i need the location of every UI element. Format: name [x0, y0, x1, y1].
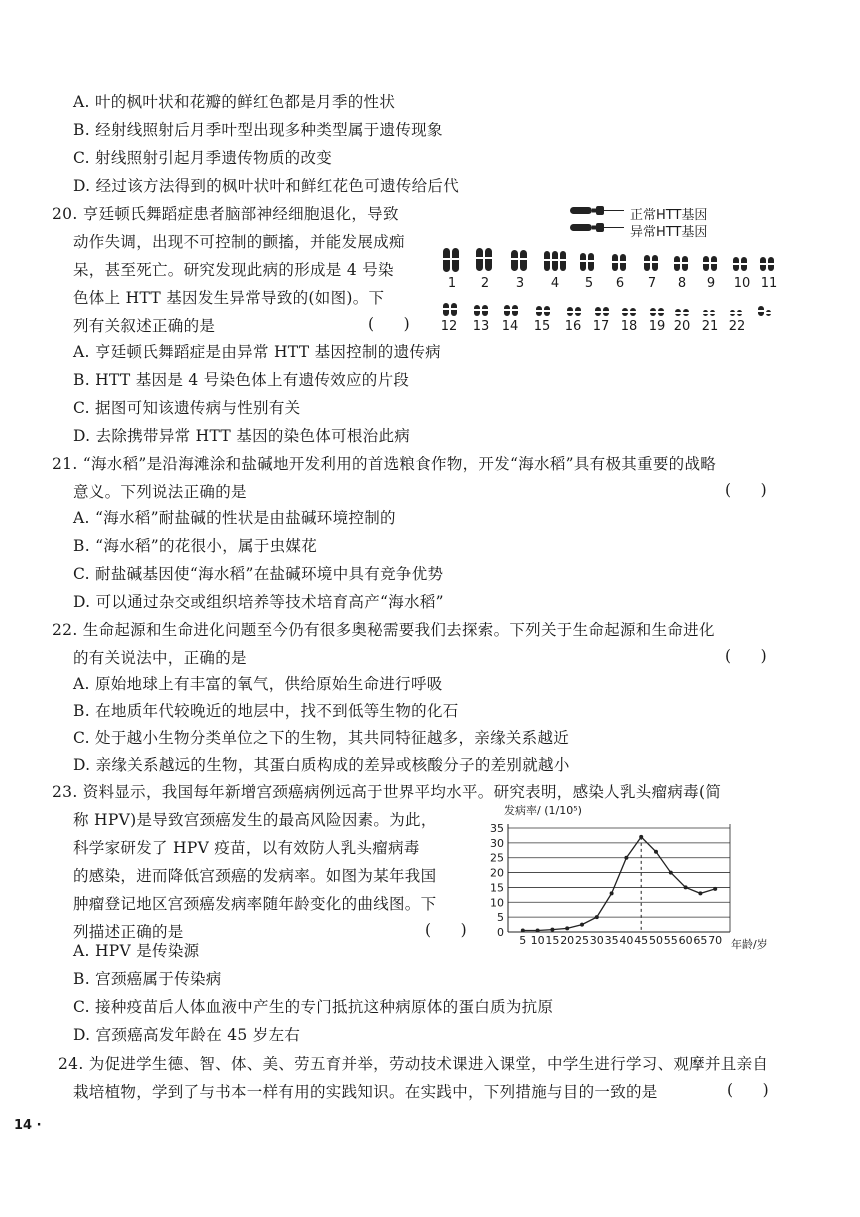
q22-answer-paren: ( ): [725, 647, 767, 665]
chromosome-number-15: 15: [533, 319, 551, 334]
chart-x-tick-label: 30: [589, 934, 604, 947]
q20-option-a: A. 亨廷顿氏舞蹈症是由异常 HTT 基因控制的遗传病: [73, 343, 441, 361]
chart-x-tick-label: 60: [678, 934, 693, 947]
chart-y-axis-label: 发病率/ (1/10⁵): [504, 804, 582, 817]
q24-stem-line-1: 24. 为促进学生德、智、体、美、劳五育并举，劳动技术课进入课堂，中学生进行学习、观摩并且亲自: [58, 1055, 769, 1073]
q20-stem-line-1: 20. 亨廷顿氏舞蹈症患者脑部神经细胞退化，导致: [52, 205, 399, 223]
q20-stem-line-5: 列有关叙述正确的是: [73, 317, 216, 335]
chart-y-tick-label: 25: [490, 851, 504, 865]
chromosome-number-3: 3: [515, 276, 525, 291]
chromosome-pair-10: [733, 257, 747, 271]
cervical-cancer-incidence-chart: [478, 800, 788, 960]
legend-abnormal-label: 异常HTT基因: [630, 225, 708, 240]
q21-stem-line-1: 21. “海水稻”是沿海滩涂和盐碱地开发利用的首选粮食作物，开发“海水稻”具有极其重要的战略: [52, 455, 717, 473]
chart-y-tick-label: 35: [490, 822, 504, 835]
chart-x-tick-label: 5: [519, 934, 527, 947]
q20-answer-paren: ( ): [368, 315, 410, 333]
legend-normal-label: 正常HTT基因: [630, 208, 708, 223]
chromosome-pair-13: [474, 305, 488, 316]
chart-x-axis-label: 年龄/岁: [731, 938, 768, 951]
q20-stem-line-4: 色体上 HTT 基因发生异常导致的(如图)。下: [73, 289, 385, 307]
q23-stem-line-2: 称 HPV)是导致宫颈癌发生的最高风险因素。为此，: [73, 811, 437, 829]
q20-stem-line-3: 呆，甚至死亡。研究发现此病的形成是 4 号染: [73, 261, 394, 279]
chart-data-point: [521, 929, 525, 933]
chart-y-tick-label: 5: [497, 911, 504, 925]
chromosome-pair-22: [730, 310, 742, 316]
chromosome-pair-1: [443, 248, 459, 272]
chromosome-pair-16: [567, 307, 581, 316]
q21-option-b: B. “海水稻”的花很小，属于虫媒花: [73, 537, 317, 555]
chromosome-pair-2: [476, 248, 492, 271]
chart-y-tick-label: 10: [490, 896, 504, 910]
chromosome-number-21: 21: [701, 319, 719, 334]
chromosome-number-4: 4: [550, 276, 560, 291]
chromosome-number-12: 12: [440, 319, 458, 334]
chart-x-tick-label: 15: [545, 934, 560, 947]
q23-option-c: C. 接种疫苗后人体血液中产生的专门抵抗这种病原体的蛋白质为抗原: [73, 998, 554, 1016]
chromosome-pair-18: [622, 308, 636, 316]
q21-stem-line-2: 意义。下列说法正确的是: [73, 483, 247, 501]
q23-stem-line-3: 科学家研发了 HPV 疫苗，以有效防人乳头瘤病毒: [73, 839, 420, 857]
chromosome-pair-6: [612, 254, 626, 271]
chromosome-number-20: 20: [673, 319, 691, 334]
q22-stem-line-1: 22. 生命起源和生命进化问题至今仍有很多奥秘需要我们去探索。下列关于生命起源和生命进化: [52, 621, 715, 639]
chromosome-pair-20: [675, 309, 689, 316]
chromosome-number-10: 10: [733, 276, 751, 291]
chart-y-tick-label: 15: [490, 881, 504, 895]
q21-answer-paren: ( ): [725, 481, 767, 499]
chromosome-number-22: 22: [728, 319, 746, 334]
chromosome-pair-5: [580, 253, 594, 271]
chart-y-tick-label: 30: [490, 836, 504, 850]
chromosome-pair-19: [650, 308, 664, 316]
chart-data-point: [639, 835, 643, 839]
chart-x-tick-label: 20: [560, 934, 575, 947]
q24-stem-line-2: 栽培植物，学到了与书本一样有用的实践知识。在实践中，下列措施与目的一致的是: [73, 1083, 658, 1101]
chromosome-number-17: 17: [592, 319, 610, 334]
q22-option-b: B. 在地质年代较晚近的地层中，找不到低等生物的化石: [73, 702, 459, 720]
q20-stem-line-2: 动作失调，出现不可控制的颤搐，并能发展成痴: [73, 233, 405, 251]
chart-data-point: [684, 885, 688, 889]
chart-x-tick-label: 50: [649, 934, 663, 947]
chart-x-ticks: [519, 934, 722, 947]
chart-grid: [508, 828, 730, 917]
chart-data-point: [580, 923, 584, 927]
q20-option-d: D. 去除携带异常 HTT 基因的染色体可根治此病: [73, 427, 411, 445]
chart-x-tick-label: 70: [708, 934, 723, 947]
chromosome-number-5: 5: [584, 276, 594, 291]
abnormal-htt-gene-icon: [570, 223, 624, 232]
chart-axes: [508, 824, 730, 932]
q24-answer-paren: ( ): [727, 1081, 769, 1099]
chromosome-number-11: 11: [760, 276, 778, 291]
chromosome-number-8: 8: [677, 276, 687, 291]
chart-data-point: [536, 929, 540, 933]
chromosome-number-18: 18: [620, 319, 638, 334]
q23-option-b: B. 宫颈癌属于传染病: [73, 970, 222, 988]
chromosome-pair-12: [443, 303, 457, 316]
q21-option-c: C. 耐盐碱基因使“海水稻”在盐碱环境中具有竞争优势: [73, 565, 444, 583]
chromosome-pair-21: [703, 310, 715, 316]
chart-x-tick-label: 40: [619, 934, 634, 947]
q23-stem-line-5: 肿瘤登记地区宫颈癌发病率随年龄变化的曲线图。下: [73, 895, 437, 913]
q21-option-d: D. 可以通过杂交或组织培养等技术培育高产“海水稻”: [73, 593, 444, 611]
chart-data-point: [595, 915, 599, 919]
chromosome-number-2: 2: [480, 276, 490, 291]
q19-option-b: B. 经射线照射后月季叶型出现多种类型属于遗传现象: [73, 121, 443, 139]
page-number: 14 ·: [14, 1118, 42, 1133]
q23-answer-paren: ( ): [425, 921, 467, 939]
chromosome-number-6: 6: [615, 276, 625, 291]
chromosome-pair-11: [760, 257, 774, 271]
chart-x-tick-label: 45: [634, 934, 649, 947]
chart-data-point: [550, 928, 554, 932]
chromosome-pair-15: [536, 306, 550, 316]
chart-data-point: [624, 856, 628, 860]
q23-stem-line-1: 23. 资料显示，我国每年新增宫颈癌病例远高于世界平均水平。研究表明，感染人乳头瘤病毒(简: [52, 783, 722, 801]
htt-gene-legend-icons: [568, 203, 628, 237]
chart-x-tick-label: 35: [604, 934, 619, 947]
chart-x-tick-label: 55: [663, 934, 678, 947]
chart-data-point: [565, 926, 569, 930]
chart-x-tick-label: 65: [693, 934, 708, 947]
chart-y-tick-label: 20: [490, 866, 504, 880]
chromosome-pair-17: [595, 307, 609, 316]
sex-chromosome-pair: [758, 306, 771, 316]
q22-option-a: A. 原始地球上有丰富的氧气，供给原始生命进行呼吸: [73, 675, 443, 693]
chart-y-tick-label: 0: [497, 926, 504, 939]
q23-option-d: D. 宫颈癌高发年龄在 45 岁左右: [73, 1026, 301, 1044]
normal-htt-gene-icon: [570, 206, 624, 215]
q23-option-a: A. HPV 是传染源: [73, 942, 200, 960]
chromosome-pair-9: [703, 256, 717, 271]
chromosome-number-13: 13: [472, 319, 490, 334]
chromosome-pair-4: [544, 251, 566, 271]
q19-option-a: A. 叶的枫叶状和花瓣的鲜红色都是月季的性状: [73, 93, 396, 111]
q19-option-d: D. 经过该方法得到的枫叶状叶和鲜红花色可遗传给后代: [73, 177, 460, 195]
chart-data-point: [654, 850, 658, 854]
chart-data-point: [713, 887, 717, 891]
q22-stem-line-2: 的有关说法中，正确的是: [73, 649, 247, 667]
chromosome-pair-7: [644, 255, 658, 271]
chromosome-number-19: 19: [648, 319, 666, 334]
chart-data-point: [669, 871, 673, 875]
q20-option-c: C. 据图可知该遗传病与性别有关: [73, 399, 301, 417]
chart-y-ticks: [490, 822, 504, 939]
chart-x-tick-label: 10: [530, 934, 545, 947]
q23-stem-line-6: 列描述正确的是: [73, 923, 184, 941]
q21-option-a: A. “海水稻”耐盐碱的性状是由盐碱环境控制的: [73, 509, 396, 527]
chart-data-point: [610, 891, 614, 895]
chromosome-pair-3: [511, 250, 527, 271]
q22-option-c: C. 处于越小生物分类单位之下的生物，其共同特征越多，亲缘关系越近: [73, 729, 570, 747]
chart-x-tick-label: 25: [575, 934, 589, 947]
q20-option-b: B. HTT 基因是 4 号染色体上有遗传效应的片段: [73, 371, 410, 389]
chromosome-number-7: 7: [647, 276, 657, 291]
chromosome-number-1: 1: [447, 276, 457, 291]
q22-option-d: D. 亲缘关系越远的生物，其蛋白质构成的差异或核酸分子的差别就越小: [73, 756, 570, 774]
q23-stem-line-4: 的感染，进而降低宫颈癌的发病率。如图为某年我国: [73, 867, 437, 885]
q19-option-c: C. 射线照射引起月季遗传物质的改变: [73, 149, 333, 167]
chart-data-point: [698, 891, 702, 895]
chromosome-number-9: 9: [706, 276, 716, 291]
chart-series-points: [521, 835, 717, 933]
chromosome-number-16: 16: [564, 319, 582, 334]
chromosome-pair-14: [504, 305, 518, 316]
chromosome-number-14: 14: [501, 319, 519, 334]
chromosome-pair-8: [674, 256, 688, 271]
chart-series-line: [523, 837, 715, 931]
